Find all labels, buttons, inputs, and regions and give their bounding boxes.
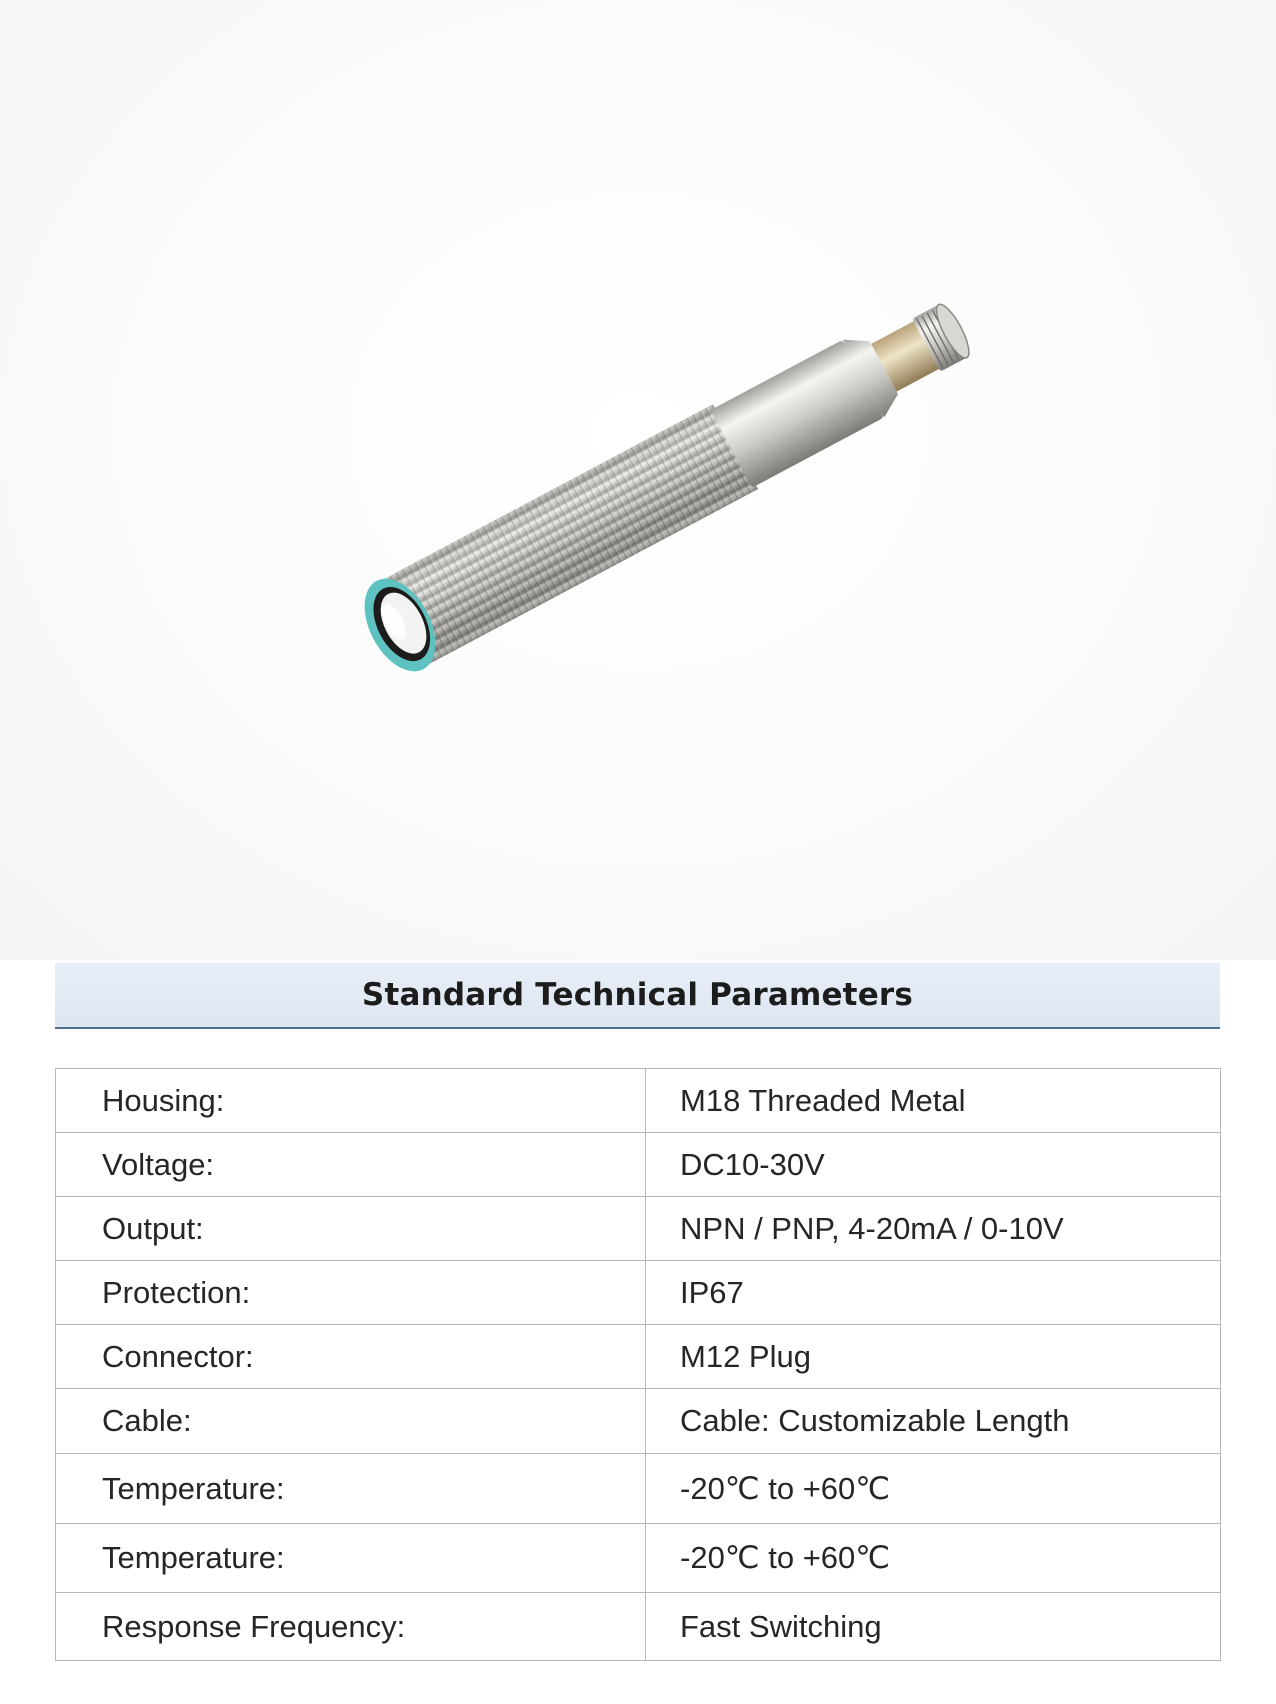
- table-row: [56, 1325, 1221, 1389]
- param-value-voltage: DC10-30V: [646, 1133, 1221, 1197]
- param-value-cable: Cable: Customizable Length: [646, 1389, 1221, 1454]
- table-row: [56, 1197, 1221, 1261]
- param-label-housing: Housing:: [56, 1069, 646, 1133]
- table-row: [56, 1133, 1221, 1197]
- param-label-voltage: Voltage:: [56, 1133, 646, 1197]
- param-value-protection: IP67: [646, 1261, 1221, 1325]
- param-value-temperature-2: -20℃ to +60℃: [646, 1524, 1221, 1593]
- section-title: Standard Technical Parameters: [361, 977, 914, 1013]
- section-title-bar: [55, 963, 1220, 1029]
- table-row: [56, 1069, 1221, 1133]
- param-label-response-frequency: Response Frequency:: [56, 1593, 646, 1661]
- table-row: [56, 1389, 1221, 1454]
- param-label-temperature: Temperature:: [56, 1454, 646, 1524]
- table-row: [56, 1593, 1221, 1661]
- param-label-connector: Connector:: [56, 1325, 646, 1389]
- table-row: [56, 1454, 1221, 1524]
- param-label-protection: Protection:: [56, 1261, 646, 1325]
- table-row: [56, 1524, 1221, 1593]
- param-label-cable: Cable:: [56, 1389, 646, 1454]
- param-value-housing: M18 Threaded Metal: [646, 1069, 1221, 1133]
- table-row: [56, 1261, 1221, 1325]
- param-label-output: Output:: [56, 1197, 646, 1261]
- param-label-temperature-2: Temperature:: [56, 1524, 646, 1593]
- param-value-response-frequency: Fast Switching: [646, 1593, 1221, 1661]
- param-value-connector: M12 Plug: [646, 1325, 1221, 1389]
- param-value-output: NPN / PNP, 4-20mA / 0-10V: [646, 1197, 1221, 1261]
- param-value-temperature: -20℃ to +60℃: [646, 1454, 1221, 1524]
- parameters-table: [55, 1068, 1221, 1661]
